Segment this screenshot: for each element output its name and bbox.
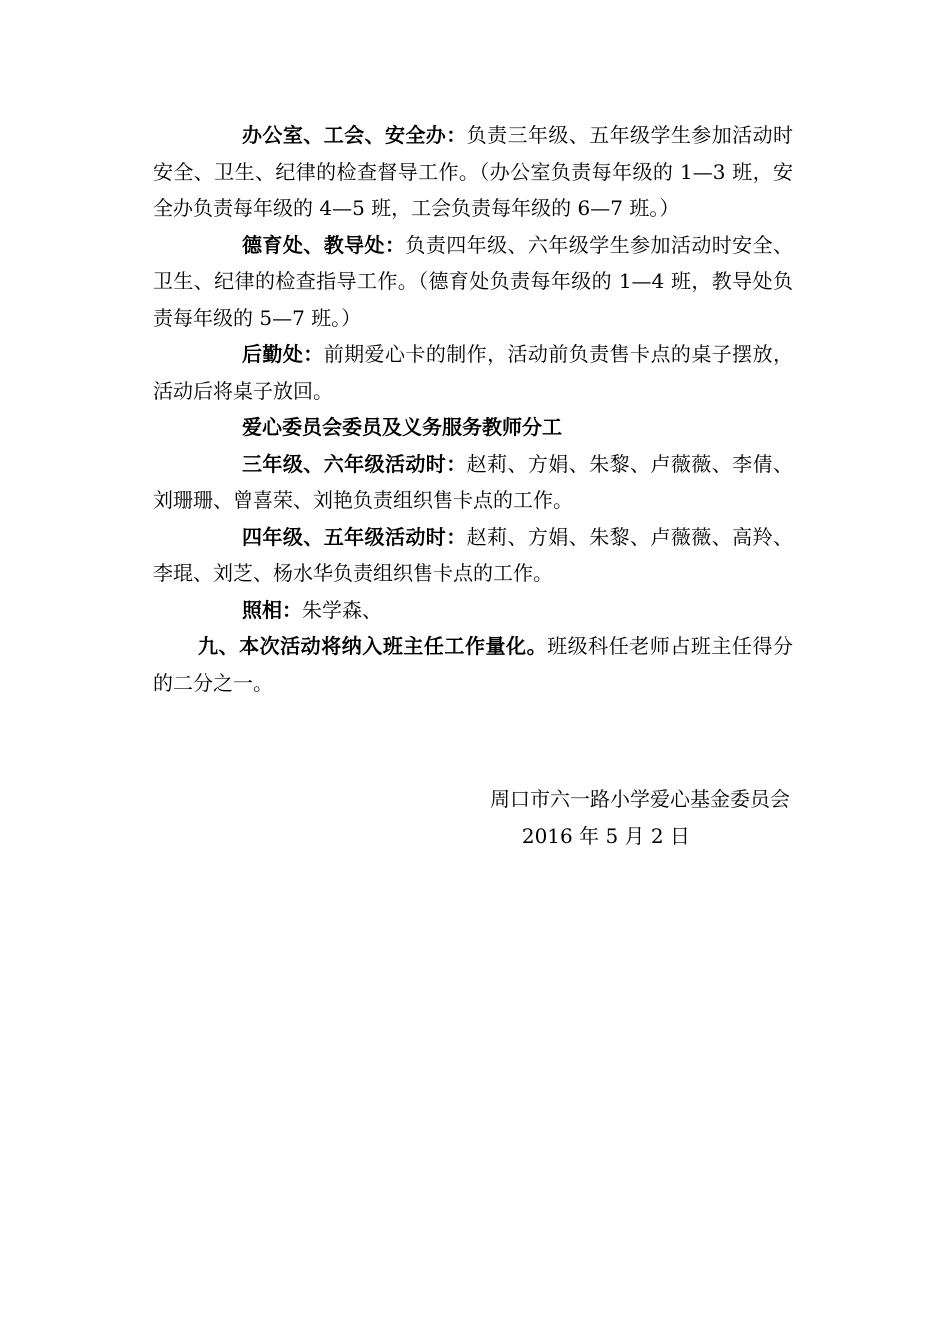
paragraph-label: 三年级、六年级活动时： bbox=[242, 451, 467, 476]
paragraph-text: 前期爱心卡的制作，活动前负责售卡点的桌子摆放，活动后将桌子放回。 bbox=[153, 342, 794, 403]
paragraph-moral-teaching bbox=[153, 227, 793, 337]
paragraph-text: 赵莉、方娟、朱黎、卢薇薇、李倩、刘珊珊、曾喜荣、刘艳负责组织售卡点的工作。 bbox=[153, 451, 794, 512]
signature-date: 2016 年 5 月 2 日 bbox=[521, 823, 690, 848]
paragraph-item-nine bbox=[153, 628, 793, 701]
paragraph-label: 九、本次活动将纳入班主任工作量化。 bbox=[198, 634, 548, 658]
paragraph-text: 班级科任老师占班主任得分的二分之一。 bbox=[153, 634, 794, 695]
paragraph-grade-4-5 bbox=[153, 519, 793, 592]
paragraph-text: 负责三年级、五年级学生参加活动时安全、卫生、纪律的检查督导工作。（办公室负责每年级的 1—3 班，安全办负责每年级的 4—5 班，工会负责每年级的 6—7 班。） bbox=[153, 123, 794, 220]
paragraph-text: 朱学森、 bbox=[302, 597, 382, 622]
paragraph-label: 办公室、工会、安全办： bbox=[242, 123, 467, 147]
signature-organization: 周口市六一路小学爱心基金委员会 bbox=[490, 787, 790, 811]
paragraph-logistics bbox=[153, 336, 793, 409]
paragraph-text: 赵莉、方娟、朱黎、卢薇薇、高羚、李琨、刘芝、杨水华负责组织售卡点的工作。 bbox=[153, 524, 794, 585]
paragraph-label: 四年级、五年级活动时： bbox=[242, 524, 467, 549]
paragraph-grade-3-6 bbox=[153, 446, 793, 519]
paragraph-label: 爱心委员会委员及义务服务教师分工 bbox=[242, 415, 562, 439]
paragraph-photography bbox=[153, 592, 793, 629]
paragraph-label: 德育处、教导处： bbox=[242, 232, 406, 257]
paragraph-label: 照相： bbox=[242, 597, 302, 622]
document-body bbox=[153, 117, 793, 701]
signature-block bbox=[370, 781, 790, 854]
paragraph-office-union-safety bbox=[153, 117, 793, 227]
section-heading-committee bbox=[153, 409, 793, 446]
paragraph-label: 后勤处： bbox=[242, 342, 324, 366]
paragraph-text: 负责四年级、六年级学生参加活动时安全、卫生、纪律的检查指导工作。（德育处负责每年级的 1—4 班，教导处负责每年级的 5—7 班。） bbox=[153, 232, 794, 330]
